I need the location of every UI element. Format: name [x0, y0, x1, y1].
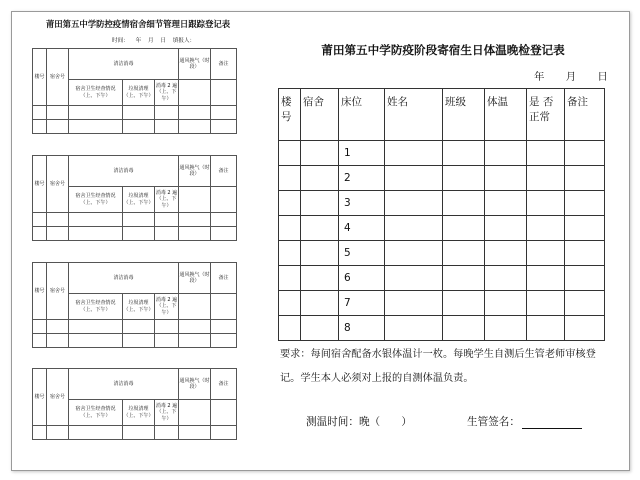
col-note: 备注 — [211, 49, 237, 80]
sub-hygiene: 宿舍卫生经查情况 （上、下午） — [69, 187, 123, 213]
sub-hygiene: 宿舍卫生经查情况 （上、下午） — [69, 294, 123, 320]
table-row — [279, 216, 605, 241]
requirement-note: 要求：每间宿舍配备水银体温计一枚。每晚学生自测后生管老师审核登记。学生本人必须对上报的自测体温负责。 — [280, 349, 596, 384]
day-label: 日 — [160, 38, 166, 44]
col-dorm: 宿舍号 — [47, 369, 69, 426]
col-clean: 清洁消毒 — [69, 263, 179, 294]
signature-line — [522, 416, 582, 429]
header-normal: 是 否正常 — [527, 89, 565, 141]
sub-disinfect: 消毒 2 遍 （上、下午） — [155, 187, 179, 213]
bed-number: 4 — [339, 216, 385, 241]
col-dorm: 宿舍号 — [47, 263, 69, 320]
sub-garbage: 垃圾清理 （上、下午） — [123, 294, 155, 320]
sub-hygiene: 宿舍卫生经查情况 （上、下午） — [69, 80, 123, 106]
time-label: 时间： — [112, 38, 129, 44]
col-building: 楼号 — [33, 369, 47, 426]
col-building: 楼号 — [33, 156, 47, 213]
year-label: 年 — [135, 38, 142, 44]
sub-garbage: 垃圾清理 （上、下午） — [123, 80, 155, 106]
sub-hygiene: 宿舍卫生经查情况 （上、下午） — [69, 400, 123, 426]
header-note: 备注 — [565, 89, 605, 141]
col-note: 备注 — [211, 263, 237, 294]
col-dorm: 宿舍号 — [47, 156, 69, 213]
col-clean: 清洁消毒 — [69, 49, 179, 80]
month-label: 月 — [147, 38, 154, 44]
mini-form-1 — [32, 48, 237, 134]
table-row — [279, 166, 605, 191]
col-note: 备注 — [211, 369, 237, 400]
header-building: 楼号 — [279, 89, 301, 141]
col-clean: 清洁消毒 — [69, 156, 179, 187]
bed-number: 3 — [339, 191, 385, 216]
sub-garbage: 垃圾清理 （上、下午） — [123, 187, 155, 213]
bed-number: 2 — [339, 166, 385, 191]
mini-form-4 — [32, 368, 237, 440]
bed-number: 8 — [339, 316, 385, 341]
measure-time: 测温时间：晚（ ） — [306, 416, 412, 428]
header-bed: 床位 — [339, 89, 385, 141]
temperature-table — [278, 88, 605, 341]
col-note: 备注 — [211, 156, 237, 187]
header-dorm: 宿舍 — [301, 89, 339, 141]
supervisor-signature — [467, 414, 582, 429]
col-clean: 清洁消毒 — [69, 369, 179, 400]
header-name: 姓名 — [385, 89, 443, 141]
table-row — [279, 241, 605, 266]
col-building: 楼号 — [33, 263, 47, 320]
table-row — [279, 266, 605, 291]
col-building: 楼号 — [33, 49, 47, 106]
table-header-row — [279, 89, 605, 141]
sub-disinfect: 消毒 2 遍 （上、下午） — [155, 400, 179, 426]
sub-disinfect: 消毒 2 遍 （上、下午） — [155, 80, 179, 106]
table-row — [279, 141, 605, 166]
bed-number: 5 — [339, 241, 385, 266]
table-row — [279, 191, 605, 216]
col-vent: 通风换气（时段） — [179, 369, 211, 400]
bed-number: 1 — [339, 141, 385, 166]
left-form-date-line — [112, 36, 200, 44]
right-form-title: 莆田第五中学防疫阶段寄宿生日体温晚检登记表 — [321, 43, 565, 57]
sub-disinfect: 消毒 2 遍 （上、下午） — [155, 294, 179, 320]
year-label: 年 — [534, 71, 545, 83]
mini-form-2 — [32, 155, 237, 241]
month-label: 月 — [565, 71, 577, 83]
filler-label: 填报人： — [172, 38, 196, 44]
mini-form-3 — [32, 262, 237, 348]
header-temperature: 体温 — [485, 89, 527, 141]
sub-garbage: 垃圾清理 （上、下午） — [123, 400, 155, 426]
header-class: 班级 — [443, 89, 485, 141]
left-form-title: 莆田第五中学防控疫情宿舍细节管理日跟踪登记表 — [45, 19, 231, 29]
bed-number: 6 — [339, 266, 385, 291]
table-row — [279, 291, 605, 316]
col-vent: 通风换气（时段） — [179, 263, 211, 294]
col-vent: 通风换气（时段） — [179, 156, 211, 187]
day-label: 日 — [597, 71, 608, 83]
bed-number: 7 — [339, 291, 385, 316]
right-date-line — [534, 68, 608, 83]
supervisor-sign-label: 生管签名： — [467, 416, 520, 428]
table-row — [279, 316, 605, 341]
col-dorm: 宿舍号 — [47, 49, 69, 106]
col-vent: 通风换气（时段） — [179, 49, 211, 80]
